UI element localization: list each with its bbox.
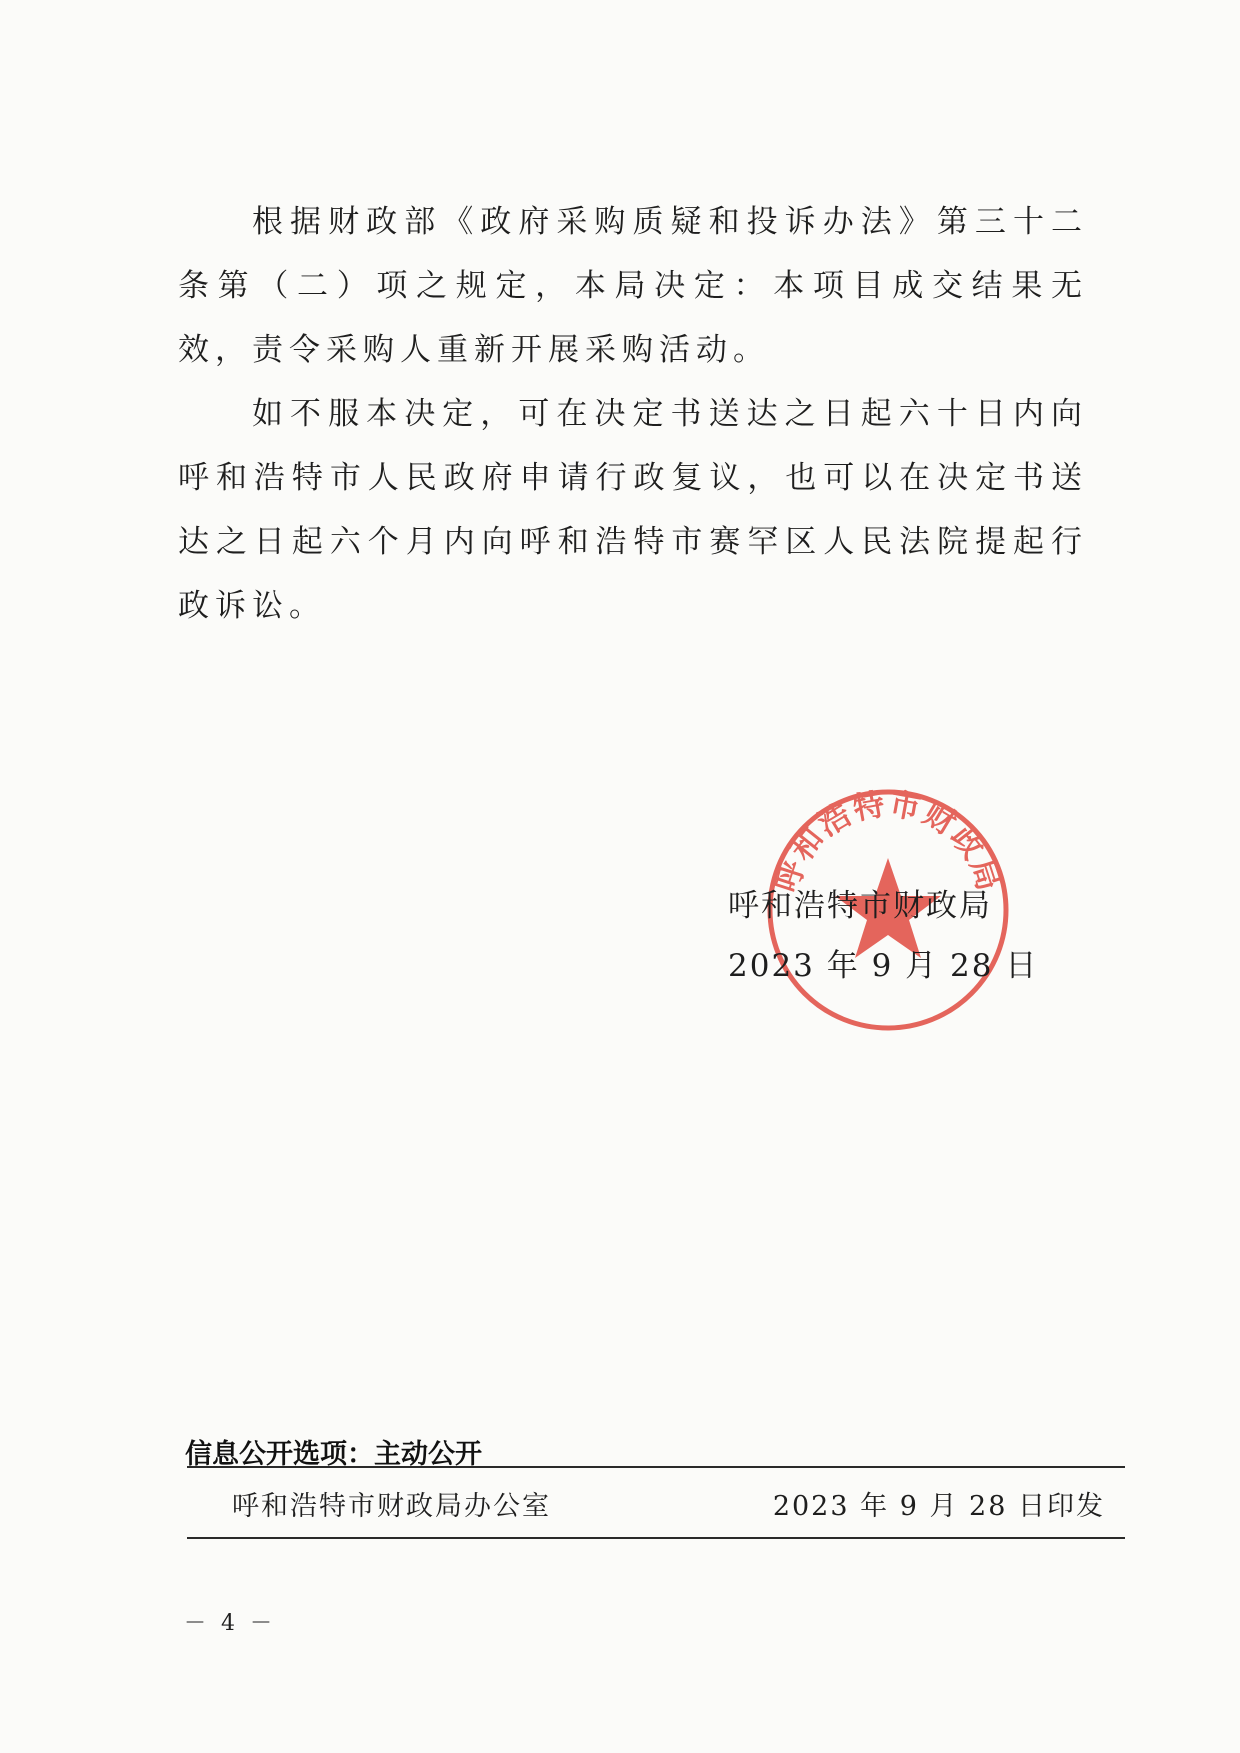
- footer-rule-bottom: [187, 1537, 1125, 1539]
- signature-block: [728, 876, 1038, 996]
- issue-date: 2023 年 9 月 28 日印发: [772, 1491, 1105, 1522]
- footer-rule-top: [187, 1466, 1125, 1468]
- page-number: － 4 －: [184, 1611, 276, 1636]
- signature-date: 2023 年 9 月 28 日: [728, 948, 1039, 984]
- issuing-office: 呼和浩特市财政局办公室: [232, 1491, 551, 1522]
- paragraph-decision: 根据财政部《政府采购质疑和投诉办法》第三十二条第（二）项之规定，本局决定：本项目成交结果无效，责令采购人重新开展采购活动。: [178, 204, 1088, 368]
- decision-body: [178, 190, 1088, 638]
- paragraph-appeal-rights: 如不服本决定，可在决定书送达之日起六十日内向呼和浩特市人民政府申请行政复议，也可以在决定书送达之日起六个月内向呼和浩特市赛罕区人民法院提起行政诉讼。: [178, 396, 1088, 624]
- issuer-name: 呼和浩特市财政局: [728, 888, 992, 924]
- seal-text: 呼和浩特市财政局: [768, 786, 1008, 897]
- disclosure-option: 信息公开选项：主动公开: [185, 1439, 482, 1470]
